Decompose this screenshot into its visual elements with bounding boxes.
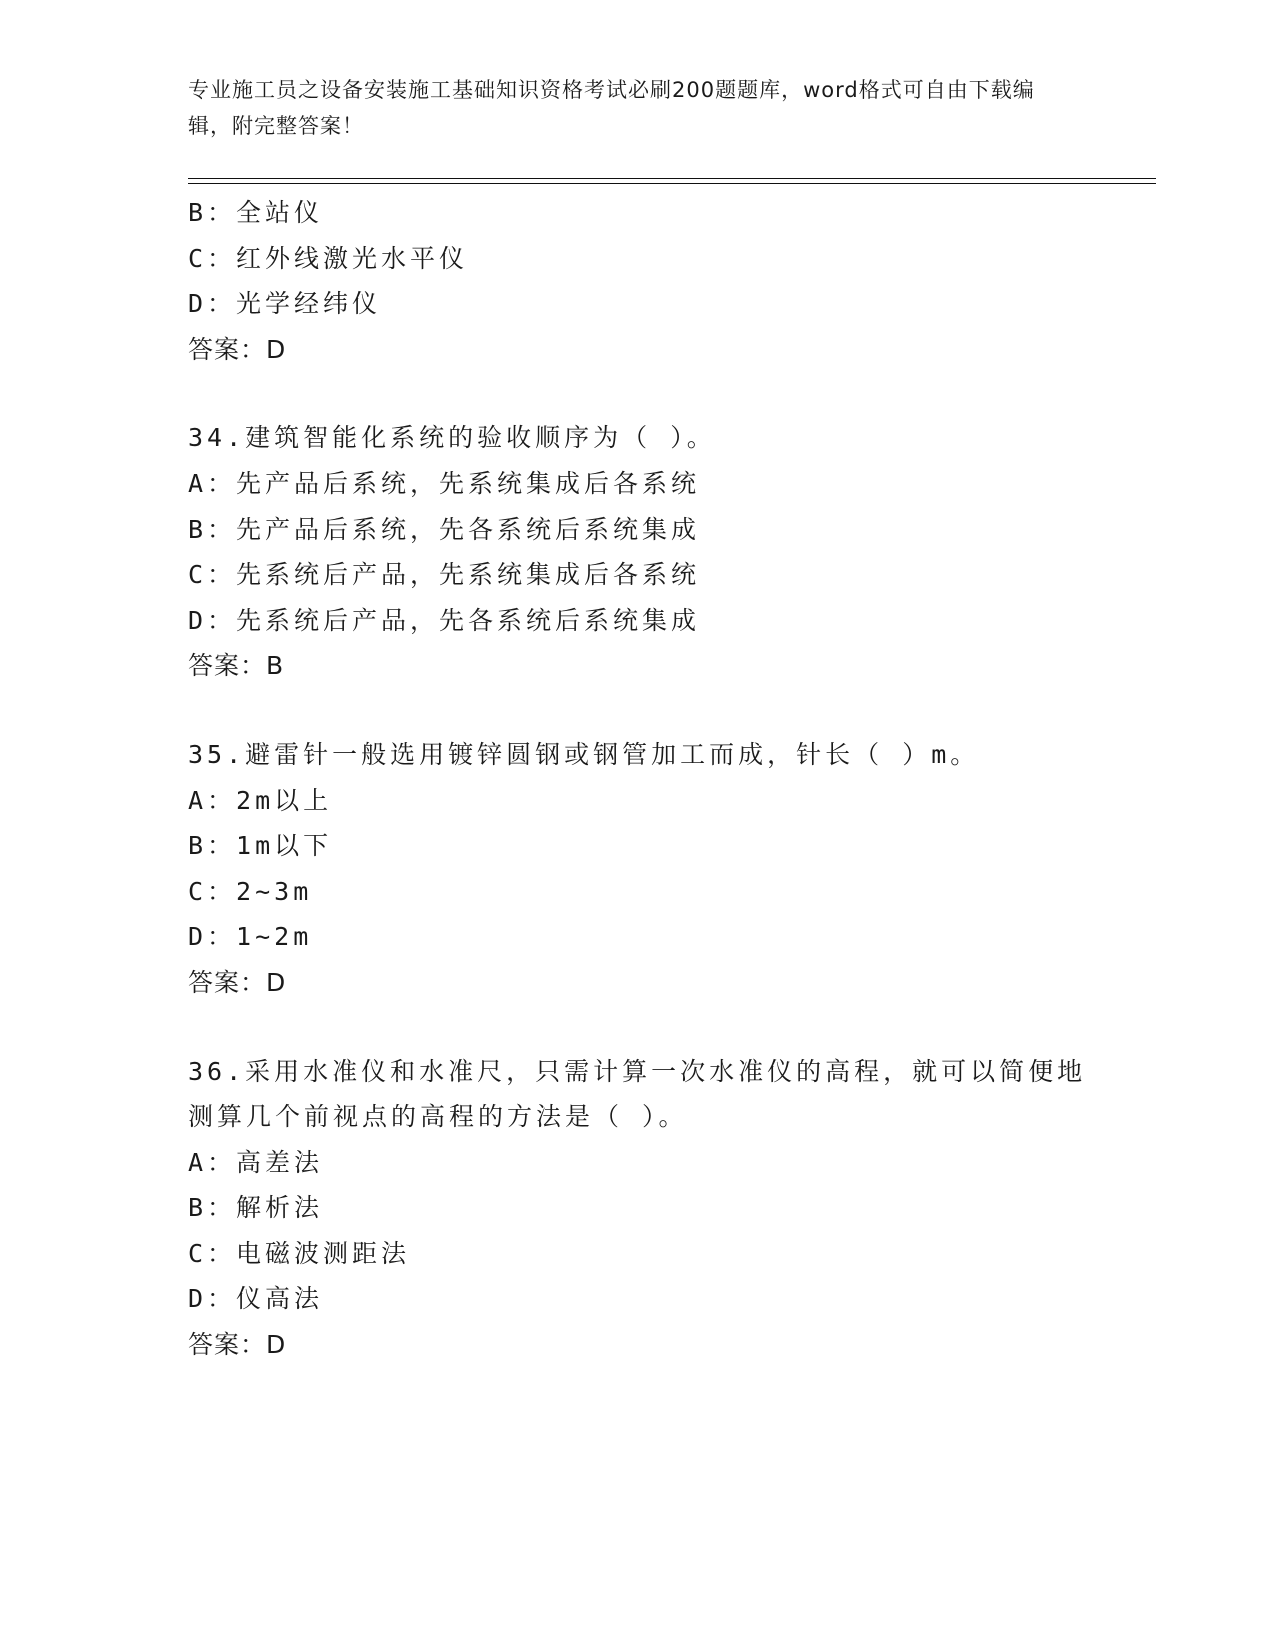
option-b: B：全站仪 [188, 198, 324, 227]
option-a: A：高差法 [188, 1147, 324, 1177]
question-list [188, 190, 1088, 1368]
question-35 [188, 732, 1088, 1006]
answer: 答案：D [188, 334, 287, 364]
question-stem-line-1: 36.采用水准仪和水准尺，只需计算一次水准仪的高程，就可以简便地 [188, 1056, 1087, 1086]
question-36 [188, 1049, 1088, 1368]
spacer [188, 1006, 1088, 1049]
header-rule-bottom [188, 183, 1156, 184]
question-stem-line-2: 测算几个前视点的高程的方法是（ ）。 [188, 1102, 688, 1132]
option-d: D：仪高法 [188, 1284, 324, 1314]
question-stem: 35.避雷针一般选用镀锌圆钢或钢管加工而成，针长（ ）m。 [188, 739, 980, 769]
question-33 [188, 190, 1088, 372]
option-b: B：解析法 [188, 1193, 324, 1223]
option-a: A：先产品后系统，先系统集成后各系统 [188, 468, 701, 498]
answer: 答案：D [188, 967, 287, 997]
spacer [188, 372, 1088, 415]
option-d: D：光学经纬仪 [188, 289, 382, 319]
option-c: C：电磁波测距法 [188, 1238, 411, 1268]
question-stem: 34.建筑智能化系统的验收顺序为（ ）。 [188, 423, 716, 453]
option-a: A：2m以上 [188, 785, 333, 815]
option-c: C：2~3m [188, 876, 313, 906]
option-d: D：1~2m [188, 922, 313, 952]
question-34 [188, 415, 1088, 689]
option-b: B：1m以下 [188, 831, 333, 861]
spacer [188, 689, 1088, 732]
option-b: B：先产品后系统，先各系统后系统集成 [188, 514, 701, 544]
answer: 答案：D [188, 1330, 287, 1360]
page-header: 专业施工员之设备安装施工基础知识资格考试必刷200题题库，word格式可自由下载编辑，附完整答案！ [188, 78, 1035, 138]
header-rule-top [188, 178, 1156, 179]
answer: 答案：B [188, 651, 285, 681]
option-c: C：红外线激光水平仪 [188, 243, 469, 273]
option-d: D：先系统后产品，先各系统后系统集成 [188, 605, 701, 635]
option-c: C：先系统后产品，先系统集成后各系统 [188, 560, 701, 590]
